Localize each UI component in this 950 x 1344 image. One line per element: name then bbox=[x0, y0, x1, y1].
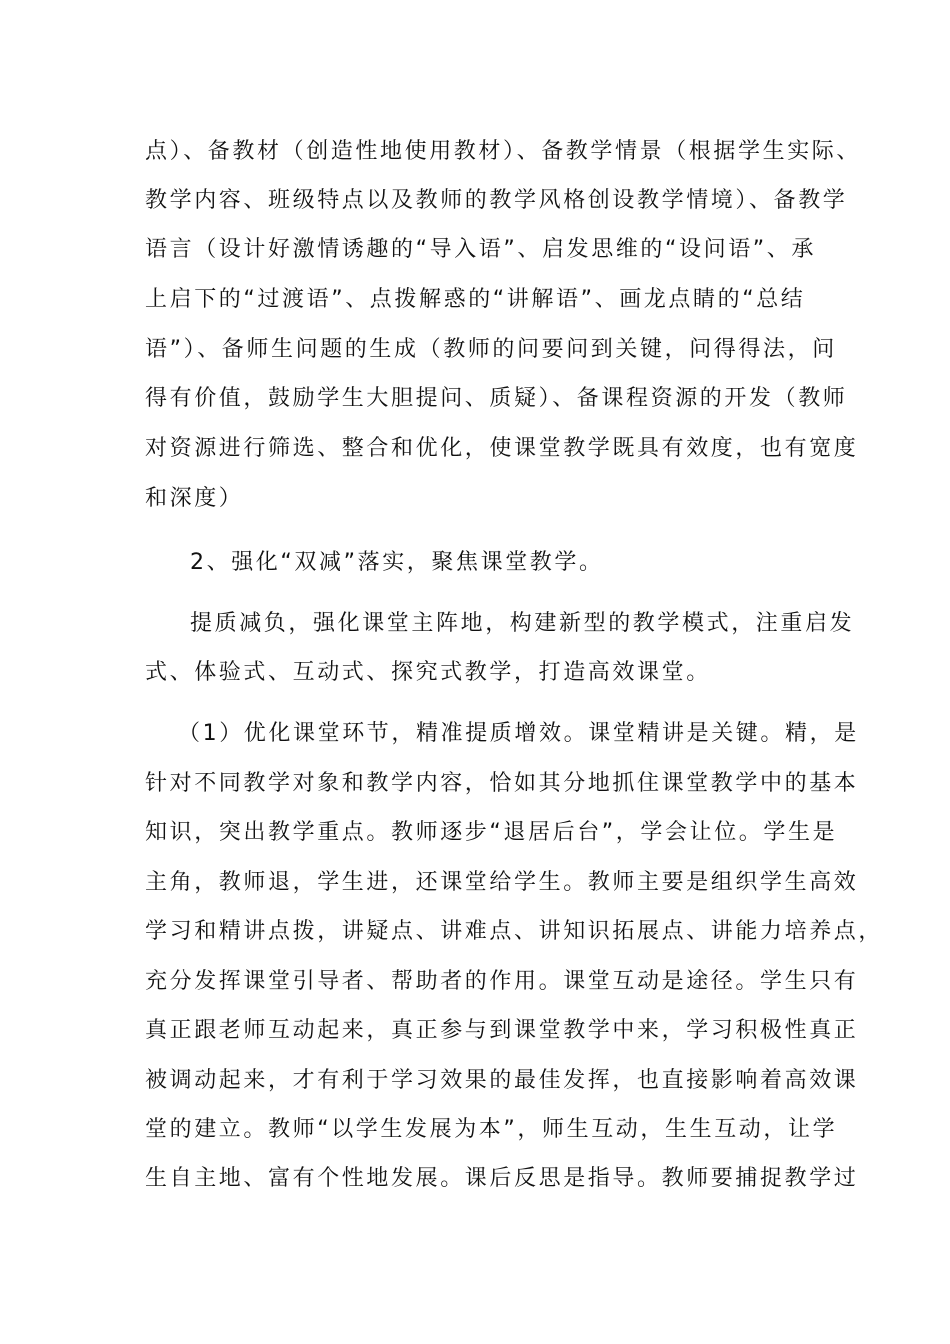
paragraph-line: 对资源进行筛选、整合和优化，使课堂教学既具有效度，也有宽度 bbox=[145, 436, 859, 461]
paragraph-line: 知识，突出教学重点。教师逐步“退居后台”，学会让位。学生是 bbox=[145, 820, 838, 845]
paragraph-line: 提质减负，强化课堂主阵地，构建新型的教学模式，注重启发 bbox=[190, 611, 855, 636]
paragraph-line: 堂的建立。教师“以学生发展为本”，师生互动，生生互动，让学 bbox=[145, 1117, 838, 1142]
section-heading: 2、强化“双减”落实，聚焦课堂教学。 bbox=[190, 550, 604, 575]
paragraph-line: 教学内容、班级特点以及教师的教学风格创设教学情境）、备教学 bbox=[145, 188, 848, 213]
paragraph-line: 点）、备教材（创造性地使用教材）、备教学情景（根据学生实际、 bbox=[145, 139, 862, 164]
paragraph-line: 被调动起来，才有利于学习效果的最佳发挥，也直接影响着高效课 bbox=[145, 1068, 859, 1093]
paragraph-line: 主角，教师退，学生进，还课堂给学生。教师主要是组织学生高效 bbox=[145, 870, 859, 895]
paragraph-line: 上启下的“过渡语”、点拨解惑的“讲解语”、画龙点睛的“总结 bbox=[145, 287, 806, 312]
paragraph-line: 真正跟老师互动起来，真正参与到课堂教学中来，学习积极性真正 bbox=[145, 1018, 859, 1043]
paragraph-line: 语”）、备师生问题的生成（教师的问要问到关键，问得得法，问 bbox=[145, 337, 837, 362]
paragraph-line: 语言（设计好激情诱趣的“导入语”、启发思维的“设问语”、承 bbox=[145, 237, 816, 262]
paragraph-line: 得有价值，鼓励学生大胆提问、质疑）、备课程资源的开发（教师 bbox=[145, 386, 848, 411]
subsection-line: （1）优化课堂环节，精准提质增效。课堂精讲是关键。精，是 bbox=[178, 721, 859, 746]
paragraph-line: 针对不同教学对象和教学内容，恰如其分地抓住课堂教学中的基本 bbox=[145, 771, 859, 796]
paragraph-line: 学习和精讲点拨，讲疑点、讲难点、讲知识拓展点、讲能力培养点， bbox=[145, 919, 884, 944]
paragraph-line: 式、体验式、互动式、探究式教学，打造高效课堂。 bbox=[145, 660, 711, 685]
paragraph-line: 和深度） bbox=[145, 486, 244, 511]
paragraph-line: 充分发挥课堂引导者、帮助者的作用。课堂互动是途径。学生只有 bbox=[145, 969, 859, 994]
paragraph-line: 生自主地、富有个性地发展。课后反思是指导。教师要捕捉教学过 bbox=[145, 1166, 859, 1191]
